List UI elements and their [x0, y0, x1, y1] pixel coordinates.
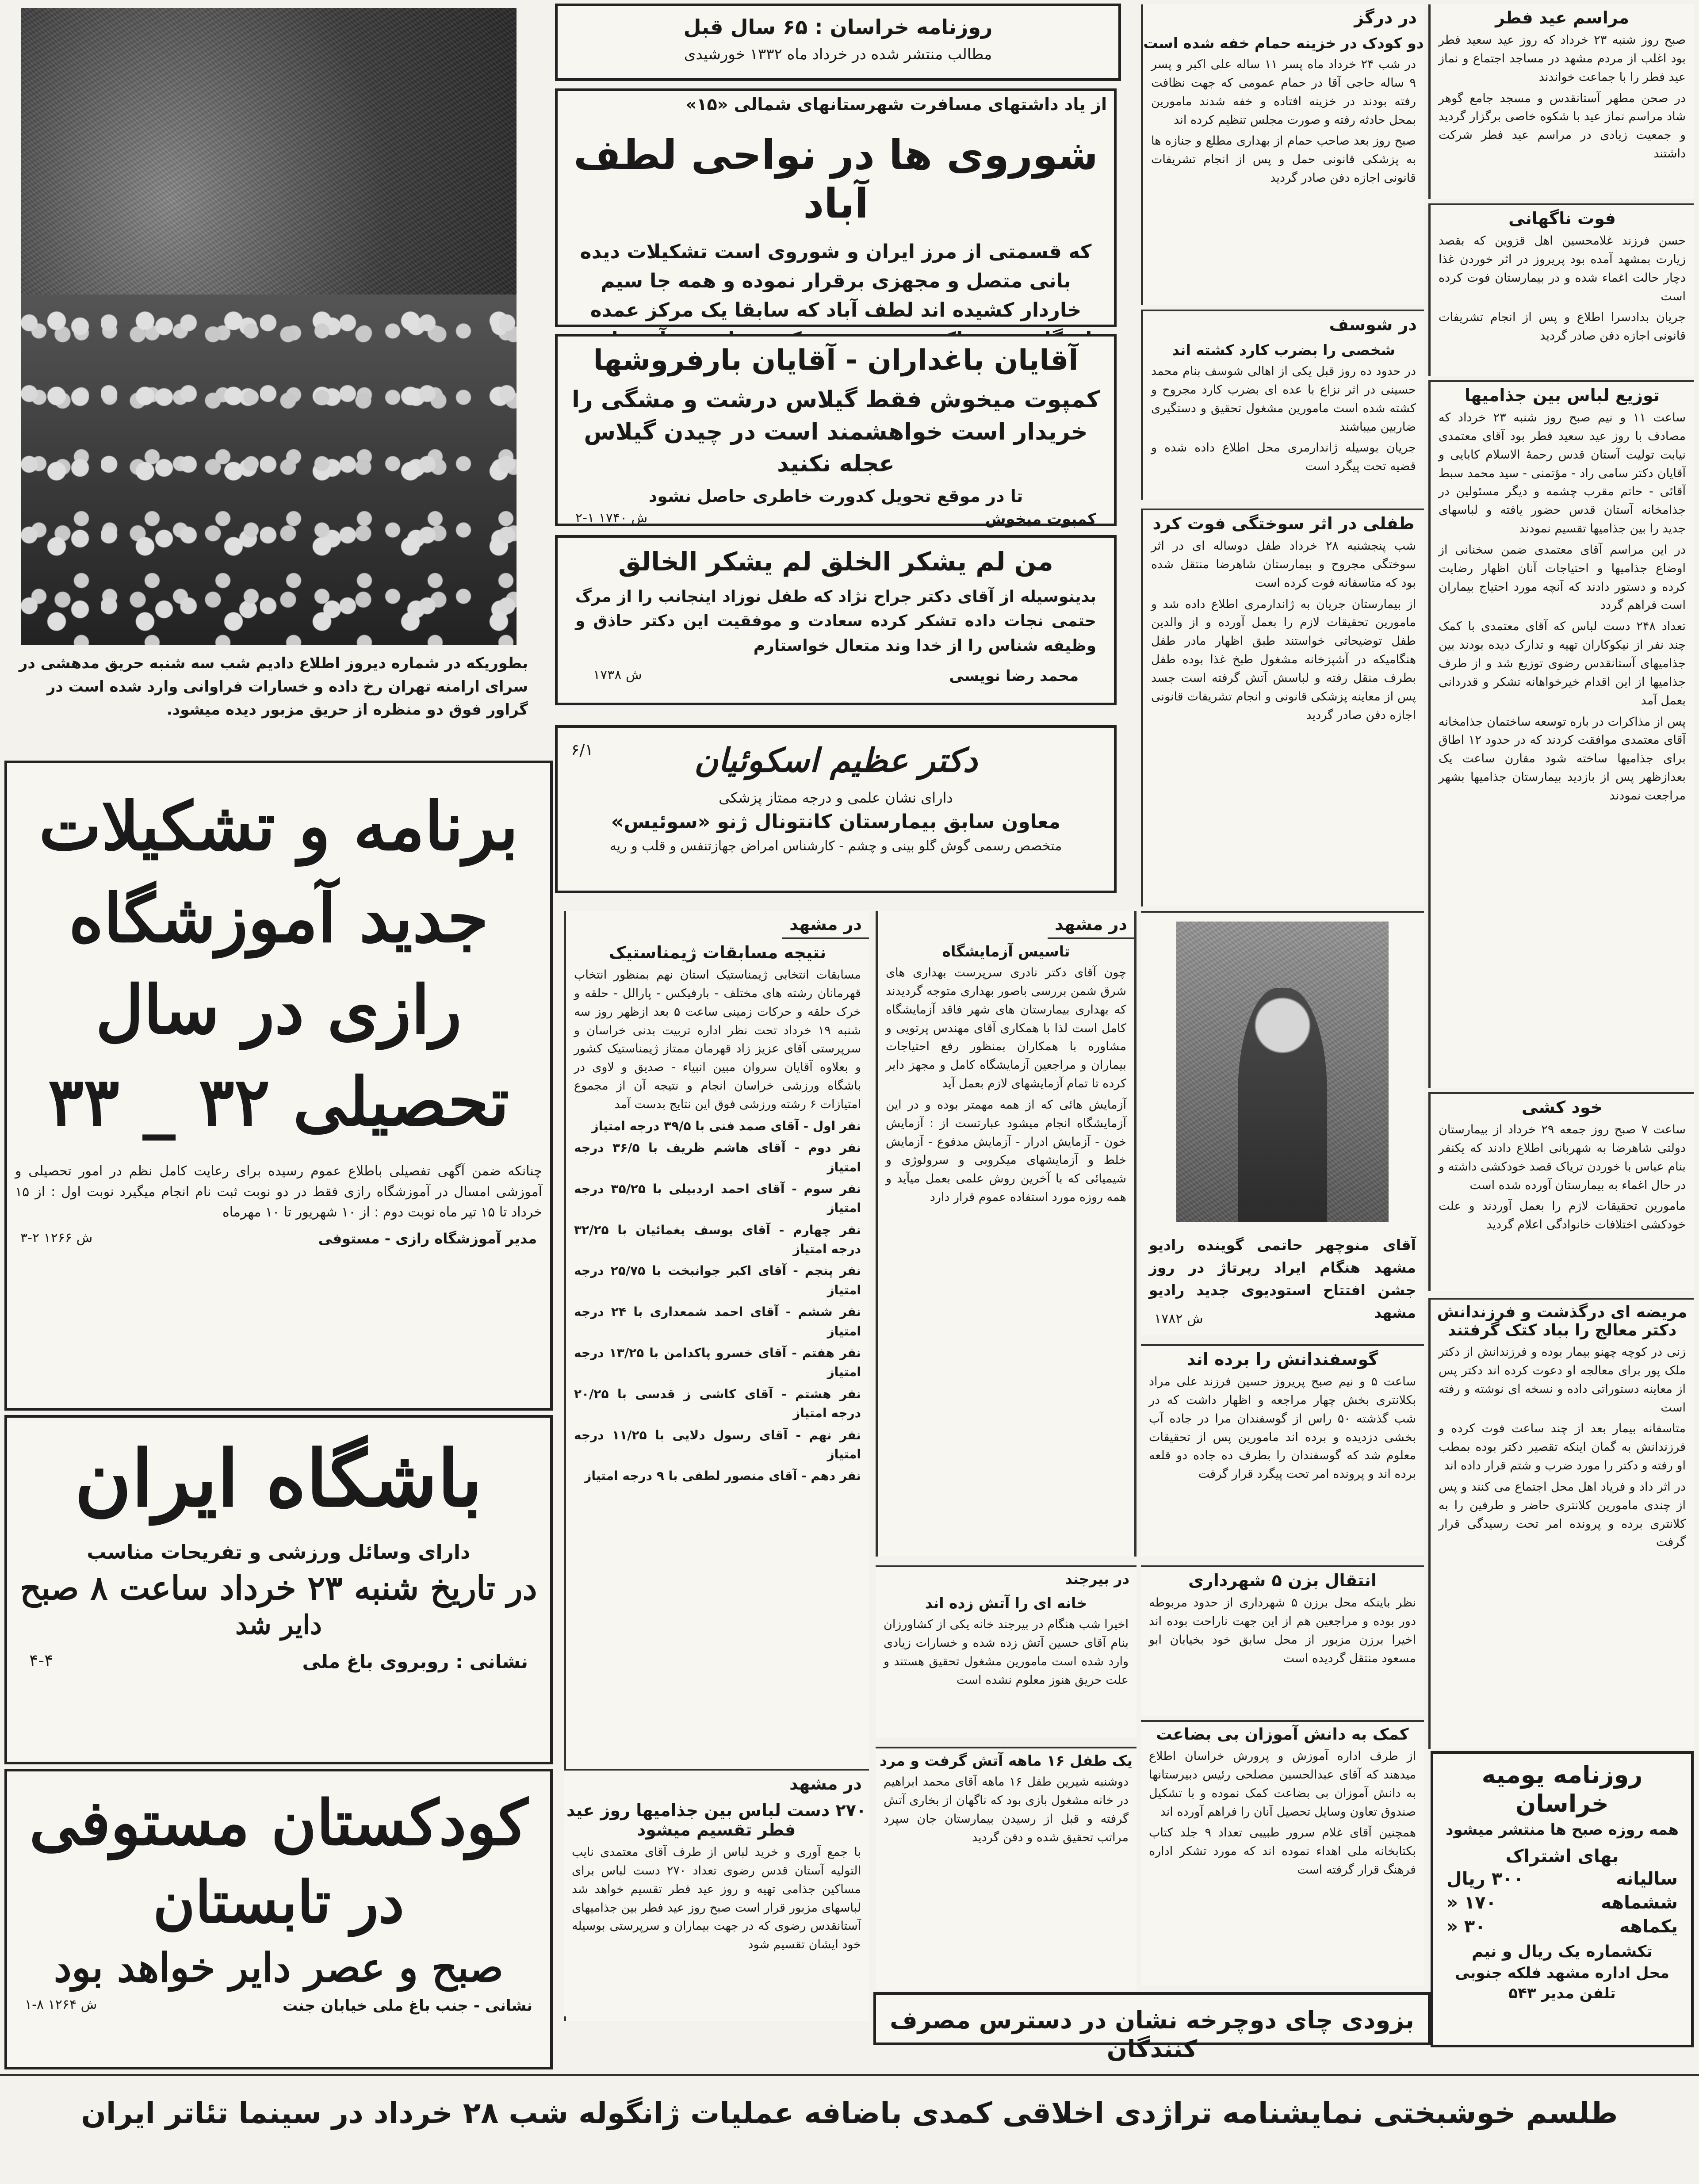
students-help-article: [1141, 1720, 1424, 1985]
clothes-article: [564, 1769, 869, 2016]
cherry-ref: ش ۱۷۴۰ ۱-۲: [575, 510, 648, 526]
radio-photo-block: [1141, 911, 1424, 1335]
cherry-title: آقایان باغداران - آقایان بارفروشها: [593, 344, 1079, 377]
birjand-body: اخیرا شب هنگام در بیرجند خانه یکی از کشاورزان بنام آقای حسین آتش زده شده و خسارات زیادی وارد شده است مامورین مشغول تحقیق هستند و علت حریق هنوز معلوم نشده است: [884, 1618, 1129, 1687]
doctor-name: دکتر عظیم اسکوئیان: [694, 742, 978, 780]
doctor-beaten-title: مریضه ای درگذشت و فرزندانش دکتر معالج را بباد کتک گرفتند: [1437, 1303, 1688, 1339]
bath-article: [1141, 4, 1424, 305]
result-item: نفر چهارم - آقای یوسف یغمائیان با ۳۲/۲۵ درجه امتیاز: [574, 1222, 861, 1257]
birjand-title: خانه ای را آتش زده اند: [925, 1595, 1087, 1612]
doctor-line2: معاون سابق بیمارستان کانتونال ژنو «سوئیس»: [611, 811, 1061, 834]
leper-article: [1428, 380, 1694, 1088]
bath-body: در شب ۲۴ خرداد ماه پسر ۱۱ ساله علی اکبر و پسر ۹ ساله حاجی آقا در حمام عمومی که جهت نظافت رفته بودند در خزینه افتاده و خفه شدند مامورین بمحل حادثه رفته و صورت مجلس تنظیم کرده اند: [1151, 57, 1416, 127]
subscription-subtitle: همه روزه صبح ها منتشر میشود: [1446, 1821, 1679, 1839]
tea-text: بزودی چای دوچرخه نشان در دسترس مصرف کنندگان: [890, 2006, 1414, 2063]
suicide-article: [1428, 1092, 1694, 1291]
doctor-line3: متخصص رسمی گوش گلو بینی و چشم - کارشناس امراض جهازتنفس و قلب و ریه: [609, 838, 1062, 854]
clothes-body: با جمع آوری و خرید لباس از طرف آقای معتمدی نایب التولیه آستان قدس رضوی تعداد ۲۷۰ دست لباس برای مساکین جذامی تهیه و روز عید فطر تقسیم خواهد شد لباسهای مزبور قرار است صبح روز عید فطر بین جذامیهای آستانقدس رضوی که در جهت بیماران و سرپرستی بوسیله خود ایشان تقسیم شود: [572, 1845, 861, 1952]
kindergarten-line3: صبح و عصر دایر خواهد بود: [54, 1944, 504, 1991]
gymnastics-results: [566, 1117, 869, 1486]
subscription-title: روزنامه یومیه خراسان: [1481, 1761, 1643, 1817]
leper-body3: تعداد ۲۴۸ دست لباس که آقای معتمدی با کمک چند نفر از نیکوکاران تهیه و تدارک دیده بودند بین جذامیهای آستانقدس رضوی توزیع شد و از طرف جذامیها از این اقدام خیرخواهانه تشکر و قدردانی بعمل آمد: [1439, 620, 1686, 708]
clothes-kicker: در مشهد: [789, 1774, 862, 1794]
gymnastics-kicker: در مشهد: [782, 911, 869, 939]
kindergarten-ad: [4, 1769, 553, 2069]
thanks-body: بدینوسیله از آقای دکتر جراح نژاد که طفل نوزاد اینجانب را از مرگ حتمی نجات داده تشکر کرده سعادت و موفقیت این دکتر حاذق و وظیفه شناس را از خدا وند متعال خواستارم: [575, 587, 1096, 655]
lotfabad-body: که قسمتی از مرز ایران و شوروی است تشکیلات دیده بانی متصل و مجهزی برقرار نموده و همه جا سیم خاردار کشیده اند لطف آباد که سابقا یک مرکز عمده: [580, 240, 1092, 321]
thanks-title: من لم یشکر الخلق لم یشکر الخالق: [618, 547, 1053, 577]
razi-ad: [4, 761, 553, 1411]
lotfabad-title: شوروی ها در نواحی لطف آباد: [573, 131, 1098, 228]
masthead-subtitle: مطالب منتشر شده در خرداد ماه ۱۳۳۲ خورشیدی: [684, 46, 992, 64]
radio-announcer-photo: [1176, 922, 1389, 1222]
leper-body4: پس از مذاکرات در باره توسعه ساختمان جذامخانه آقای معتمدی موافقت کردند که در حدود ۱۲ اطاق برای جذامیها ساخته شود مقارن ساعت یک بعدازظهر پس از بازدید بیمارستان جذامیها بشهر مراجعت نمودند: [1439, 715, 1686, 803]
subscription-single: تکشماره یک ریال و نیم: [1471, 1943, 1653, 1961]
students-help-body: از طرف اداره آموزش و پرورش خراسان اطلاع میدهند که آقای عبدالحسین مصلحی رئیس دبیرستانها به دانش آموزان بی بضاعت کمک نموده و با تشکیل صندوق تعاون وسایل تحصیل آنان را فراهم آورده اند: [1149, 1749, 1416, 1819]
bottom-divider: [0, 2074, 1699, 2076]
kindergarten-address: نشانی - جنب باغ ملی خیابان جنت: [283, 1997, 532, 2015]
murder-kicker: در شوسف: [1329, 315, 1417, 334]
club-title: باشگاه ایران: [74, 1434, 483, 1524]
child-burn-article: [1141, 509, 1424, 906]
leper-title: توزیع لباس بین جذامیها: [1464, 386, 1660, 405]
masthead: [555, 4, 1121, 81]
cherry-ad: [555, 334, 1117, 526]
doctor-beaten-body2: متاسفانه بیمار بعد از چند ساعت فوت کرده و فرزندانش به گمان اینکه تقصیر دکتر بوده بمطب او رفته و دکتر را مورد ضرب و شتم قرار داده اند: [1439, 1422, 1686, 1473]
child-burn-body2: از بیمارستان جریان به ژاندارمری اطلاع داده شد و مامورین تحقیقات لازم را بعمل آورده و از والدین طفل توضیحاتی خواستند طبق اظهار مادر طفل هنگامیکه در آشپزخانه مشغول طبخ غذا بوده طفل بطرف منقل رفته و لباسش آتش گرفته است جسد پس از معاینه پزشکی قانونی و انجام تشریفات قانونی اجازه دفن صادر گردید: [1151, 597, 1416, 722]
eid-body: صبح روز شنبه ۲۳ خرداد که روز عید سعید فطر بود اغلب از مردم مشهد در مساجد اجتماع و نماز عید فطر را با جماعت خواندند: [1439, 33, 1686, 84]
result-item: نفر پنجم - آقای اکبر جوانبخت با ۲۵/۷۵ درجه امتیاز: [574, 1263, 861, 1297]
price-label: سالیانه: [1616, 1869, 1678, 1889]
lab-article: [876, 911, 1136, 1557]
bottom-banner: طلسم خوشبختی نمایشنامه تراژدی اخلاقی کمدی باضافه عملیات ژانگوله شب ۲۸ خرداد در سینما تئاتر ایران: [81, 2096, 1618, 2130]
murder-body: در حدود ده روز قبل یکی از اهالی شوسف بنام محمد حسینی در اثر نزاع با عده ای بضرب کارد مجروح و کشته شده است مامورین مشغول تحقیق و دستگیری ضاربین میباشند: [1151, 364, 1416, 434]
price-row-6month: [1433, 1891, 1691, 1915]
result-item: نفر هفتم - آقای خسرو پاکدامن با ۱۳/۲۵ درجه امتیاز: [574, 1346, 861, 1380]
subscription-phone: تلفن مدیر ۵۴۳: [1508, 1985, 1616, 2003]
result-item: نفر ششم - آقای احمد شمعداری با ۲۴ درجه امتیاز: [574, 1304, 861, 1339]
gymnastics-body: مسابقات انتخابی ژیمناستیک استان نهم بمنظور انتخاب قهرمانان رشته های مختلف - بارفیکس - پارالل - حلقه و خرک حلقه و حرکات زمینی ساعت ۵ بعد ازظهر روز سه شنبه ۱۹ خرداد تحت نظر اداره تربیت بدنی خراسان و سرپرستی آقای عزیز زاد قهرمان ممتاز ژیمناستیک کشور و بعلاوه آقایان سروان مبین انبیاء - صدیق و لاوی در باشگاه ورزشی خراسان انجام و نتیجه آن از مجموع امتیازات ۶ رشته ورزشی فوق این نتایج بدست آمد: [574, 968, 861, 1111]
child-fire-title: یک طفل ۱۶ ماهه آتش گرفت و مرد: [880, 1752, 1133, 1769]
cherry-line: تا در موقع تحویل کدورت خاطری حاصل نشود: [648, 486, 1023, 506]
result-item: نفر سوم - آقای احمد اردبیلی با ۳۵/۲۵ درجه امتیاز: [574, 1181, 861, 1216]
doctor-ref: ۶/۱: [571, 741, 593, 759]
lab-body: چون آقای دکتر نادری سرپرست بهداری های شرق شمن بررسی باصور بهداری متوجه گردیدند که بهداری بیمارستان های شهر فاقد آزمایشگاه کامل است لذا با همکاری آقای مهندس پرتویی و مشاوره با همکاران بمنظور رفع احتیاجات بیماران و مراجعین آزمایشگاه کامل و مجهز دایر کرده تا تمام آزمایشهای لازم بعمل آید: [886, 966, 1126, 1091]
price-label: یکماهه: [1619, 1916, 1678, 1937]
price-row-monthly: [1433, 1915, 1691, 1939]
club-ad: [4, 1415, 553, 1764]
death-body2: جریان بدادسرا اطلاع و پس از انجام تشریفات قانونی اجازه دفن صادر گردید: [1439, 310, 1686, 343]
razi-ref: ش ۱۲۶۶ ۲-۳: [20, 1230, 93, 1246]
thanks-sign: محمد رضا نویسی: [949, 667, 1079, 685]
price-value: ۳۰ «: [1446, 1916, 1486, 1937]
club-ref: ۴-۴: [29, 1651, 54, 1671]
subscription-prices-title: بهای اشتراک: [1505, 1846, 1619, 1867]
suicide-title: خود کشی: [1521, 1098, 1603, 1117]
kindergarten-line2: در تابستان: [153, 1868, 405, 1936]
lab-kicker: در مشهد: [1048, 911, 1134, 939]
doctor-ad: [555, 725, 1117, 893]
murder-title: شخصی را بضرب کارد کشته اند: [1171, 341, 1396, 359]
price-label: ششماهه: [1601, 1893, 1678, 1913]
district-title: انتقال بزن ۵ شهرداری: [1188, 1571, 1377, 1590]
subscription-office: محل اداره مشهد فلکه جنوبی: [1455, 1964, 1669, 1982]
child-burn-body: شب پنجشنبه ۲۸ خرداد طفل دوساله ای در اثر سوختگی مجروح و بیمارستان شاهرضا منتقل شده بود که متاسفانه فوت کرده است: [1151, 539, 1416, 590]
result-item: نفر اول - آقای صمد فنی با ۳۹/۵ درجه امتیاز: [591, 1118, 861, 1133]
radio-ref: ش ۱۷۸۲: [1154, 1311, 1203, 1327]
price-value: ۳۰۰ ریال: [1446, 1869, 1524, 1889]
doctor-beaten-body3: در اثر داد و فریاد اهل محل اجتماع می کنند و پس از چندی مامورین کلانتری حاضر و طرفین را به کلانتری برده و پرونده امر تحت رسیدگی قرار گرفت: [1439, 1480, 1686, 1549]
leper-body: ساعت ۱۱ و نیم صبح روز شنبه ۲۳ خرداد که مصادف با روز عید سعید فطر بود آقای معتمدی نیابت تولیت آستان قدس رحمهٔ الاسلام کابایی و آقایان دکتر سامی راد - مؤتمنی - سید محمد سبط آقائی - حاتم مقرب چشمه و دیگر مسئولین در جذامخانه آستان قدس حضور یافته و لباسهای جدید را بین جذامیها تقسیم نمودند: [1439, 411, 1686, 536]
club-line1: دارای وسائل ورزشی و تفریحات مناسب: [87, 1541, 471, 1564]
price-row-yearly: [1433, 1867, 1691, 1891]
murder-body2: جریان بوسیله ژاندارمری محل اطلاع داده شده و قضیه تحت پیگرد است: [1151, 441, 1416, 474]
child-fire-article: [876, 1747, 1136, 1990]
kindergarten-line1: کودکستان مستوفی: [29, 1787, 528, 1859]
subscription-box: [1431, 1751, 1694, 2047]
district-body: نظر باینکه محل برزن ۵ شهرداری از حدود مربوطه دور بوده و مراجعین هم از این جهت ناراحت بوده اند اخیرا برزن مزبور از محل سابق خود بخیابان ابو مسعود منتقل گردیده است: [1149, 1596, 1416, 1665]
child-fire-body: دوشنبه شیرین طفل ۱۶ ماهه آقای محمد ابراهیم در خانه مشغول بازی بود که ناگهان از بخاری آتش گرفته و قبل از رسیدن بیمارستان جان سپرد مراتب تحقیق شده و دفن گردید: [884, 1775, 1129, 1844]
razi-line4: تحصیلی ۳۲ _ ۳۳: [48, 1063, 509, 1141]
price-value: ۱۷۰ «: [1446, 1893, 1497, 1913]
doctor-beaten-article: [1428, 1298, 1694, 1749]
cherry-sign: کمپوت میخوش: [985, 510, 1096, 528]
district-article: [1141, 1565, 1424, 1716]
doctor-beaten-body: زنی در کوچه چهنو بیمار بوده و فرزندانش از دکتر ملک پور برای معالجه او دعوت کرده اند دکتر پس از معاینه دستوراتی داده و نسخه ای نوشته و رفته است: [1439, 1345, 1686, 1415]
kindergarten-ref: ش ۱۲۶۴ ۸-۱: [25, 1997, 97, 2012]
lotfabad-article: [555, 88, 1117, 327]
eid-title: مراسم عید فطر: [1495, 8, 1629, 27]
gymnastics-title: نتیجه مسابقات ژیمناستیک: [608, 943, 827, 962]
eid-article: [1428, 4, 1694, 199]
cherry-body: کمپوت میخوش فقط گیلاس درشت و مشگی را خریدار است خواهشمند است در چیدن گیلاس عجله نکنید: [572, 386, 1100, 478]
students-help-body2: همچنین آقای غلام سرور طبیبی تعداد ۹ جلد کتاب بکتابخانه ملی اهداء نموده اند که مورد تشکر اداره فرهنگ قرار گرفته است: [1149, 1826, 1416, 1877]
child-burn-title: طفلی در اثر سوختگی فوت کرد: [1152, 514, 1415, 533]
birjand-article: [876, 1565, 1136, 1738]
death-title: فوت ناگهانی: [1508, 209, 1616, 228]
razi-sign: مدیر آموزشگاه رازی - مستوفی: [318, 1230, 537, 1247]
fire-photo: [21, 8, 517, 645]
suicide-body2: مامورین تحقیقات لازم را بعمل آوردند و علت خودکشی اختلافات خانوادگی اعلام گردید: [1439, 1199, 1686, 1232]
club-address: نشانی : روبروی باغ ملی: [302, 1651, 528, 1673]
lab-title: تاسیس آزمایشگاه: [942, 943, 1070, 960]
tea-ad: [873, 1992, 1431, 2063]
eid-body2: در صحن مطهر آستانقدس و مسجد جامع گوهر شاد مراسم نماز عید با شکوه خاصی برگزار گردید و جمعیت زیادی در مراسم عید فطر شرکت داشتند: [1439, 91, 1686, 161]
lotfabad-kicker: از یاد داشتهای مسافرت شهرستانهای شمالی «۱۵»: [685, 95, 1107, 114]
sheep-article: [1141, 1344, 1424, 1557]
birjand-kicker: در بیرجند: [1065, 1571, 1129, 1587]
doctor-line1: دارای نشان علمی و درجه ممتاز پزشکی: [719, 789, 953, 806]
sheep-title: گوسفندانش را برده اند: [1186, 1350, 1378, 1369]
result-item: نفر دوم - آقای هاشم ظریف با ۳۶/۵ درجه امتیاز: [574, 1140, 861, 1174]
club-line3: دایر شد: [235, 1610, 322, 1641]
bath-body2: صبح روز بعد صاحب حمام از بهداری مطلع و جنازه ها به پزشکی قانونی حمل و پس از انجام تشریفات قانونی اجازه دفن صادر گردید: [1151, 134, 1416, 185]
masthead-title: روزنامه خراسان : ۶۵ سال قبل: [683, 15, 993, 39]
bath-kicker: در درگز: [1354, 8, 1417, 27]
photo-caption: بطوریکه در شماره دیروز اطلاع دادیم شب سه شنبه حریق مدهشی در سرای ارامنه تهران رخ داده و خسارات فراوانی وارد شده است در گراور فوق دو منظره از حریق مزبور دیده میشود.: [19, 654, 528, 719]
result-item: نفر دهم - آقای منصور لطفی با ۹ درجه امتیاز: [584, 1469, 861, 1484]
sheep-body: ساعت ۵ و نیم صبح پریروز حسین فرزند علی مراد بکلانتری بخش چهار مراجعه و اظهار داشت که در شب گذشته ۵۰ راس از گوسفندان مرا در جاده آب بخشی دزدیده و برده اند مامورین پس از تحقیقات معلوم شد که گوسفندان را بطرف ده جاده دو قلعه برده اند و پرونده امر تحت پیگرد قرار گرفت: [1149, 1375, 1416, 1481]
razi-line1: برنامه و تشکیلات: [39, 788, 518, 865]
death-article: [1428, 203, 1694, 376]
students-help-title: کمک به دانش آموزان بی بضاعت: [1156, 1725, 1409, 1744]
thanks-ref: ش ۱۷۳۸: [593, 667, 642, 683]
razi-line3: رازی در سال: [95, 971, 462, 1049]
leper-body2: در این مراسم آقای معتمدی ضمن سخنانی از اوضاع جذامیها و احتیاجات آنان اظهار رضایت کرده و دستور دادند که آنچه مورد احتیاج بیماران است فراهم گردد: [1439, 543, 1686, 612]
club-line2: در تاریخ شنبه ۲۳ خرداد ساعت ۸ صبح: [20, 1569, 537, 1607]
razi-line2: جدید آموزشگاه: [69, 879, 489, 957]
result-item: نفر هشتم - آقای کاشی ز قدسی با ۲۰/۲۵ درجه امتیاز: [574, 1386, 861, 1421]
death-body: حسن فرزند غلامحسین اهل قزوین که بقصد زیارت بمشهد آمده بود پریروز در اثر خوردن غذا دچار حالت اغماء شده و در بیمارستان فوت کرده است: [1439, 234, 1686, 303]
razi-body: چنانکه ضمن آگهی تفصیلی باطلاع عموم رسیده برای رعایت کامل نظم در امور تحصیلی و آموزشی امسال در آموزشگاه رازی فقط در دو نوبت ثبت نام انجام میگیرد نوبت اول : از ۱۵ خرداد تا ۱۵ تیر ماه نوبت دوم : از ۱۰ شهریور تا ۱۰ مهرماه: [15, 1163, 542, 1220]
murder-article: [1141, 310, 1424, 500]
bath-title: دو کودک در خزینه حمام خفه شده است: [1143, 34, 1424, 52]
clothes-title: ۲۷۰ دست لباس بین جذامیها روز عید فطر تقسیم میشود: [566, 1801, 867, 1840]
radio-caption: آقای منوچهر حاتمی گوینده رادیو مشهد هنگام ایراد رپرتاژ در روز جشن افتتاح استودیوی جدید رادیو مشهد: [1149, 1236, 1416, 1322]
result-item: نفر نهم - آقای رسول دلایی با ۱۱/۲۵ درجه امتیاز: [574, 1427, 861, 1461]
suicide-body: ساعت ۷ صبح روز جمعه ۲۹ خرداد از بیمارستان دولتی شاهرضا به شهربانی اطلاع دادند که یکنفر بنام عباس با خوردن تریاک قصد خودکشی داشته و در حال اغماء به بیمارستان آورده شده است: [1439, 1123, 1686, 1192]
lab-body2: آزمایش هائی که از همه مهمتر بوده و در این آزمایشگاه انجام میشود عبارتست از : آزمایش خون - آزمایش ادرار - آزمایش مدفوع - آزمایش خلط و آزمایشهای میکروبی و سرولوژی و شیمیائی که با آخرین روش علمی بعمل میآید و همه روزه مورد استفاده عموم قرار دارد: [886, 1098, 1126, 1205]
thanks-ad: [555, 535, 1117, 705]
fire-photo-block: [4, 4, 539, 755]
